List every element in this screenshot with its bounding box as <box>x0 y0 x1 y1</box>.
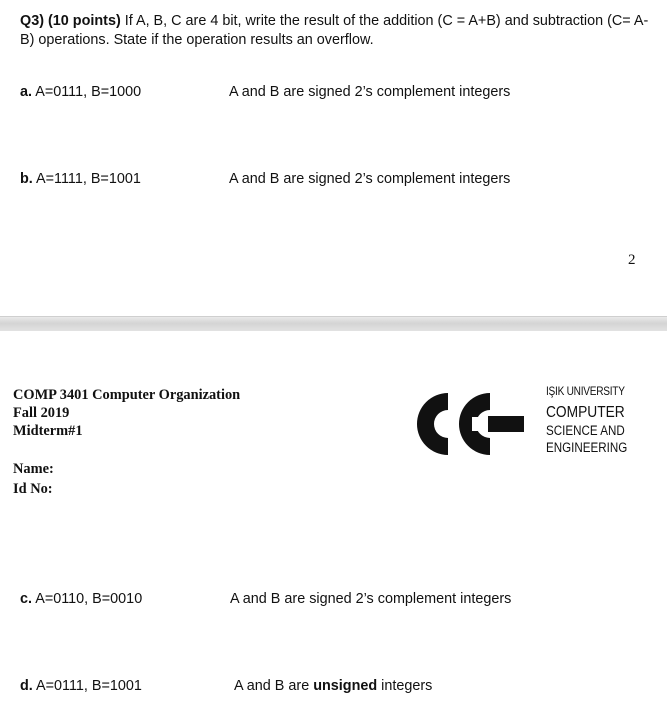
item-b-label: b. <box>20 171 33 187</box>
page-number: 2 <box>628 252 636 268</box>
item-a-values <box>20 83 141 101</box>
university-line3: SCIENCE AND <box>546 423 625 438</box>
question-body: If A, B, C are 4 bit, write the result of the addition (C = A+B) and subtraction (C= A-B) operations. State if the operation results an overflow. <box>20 13 649 48</box>
course-term: Fall 2019 <box>13 405 70 421</box>
question-number: Q3) <box>20 13 44 29</box>
question-text <box>20 12 650 50</box>
university-line1: IŞIK UNIVERSITY <box>546 386 625 398</box>
item-d-operands: A=0111, B=1001 <box>36 678 142 694</box>
item-d-label: d. <box>20 678 33 694</box>
item-a-operands: A=0111, B=1000 <box>35 84 142 100</box>
item-b-description: A and B are signed 2’s complement integers <box>229 171 511 187</box>
course-title: COMP 3401 Computer Organization <box>13 387 241 403</box>
course-header <box>13 386 240 440</box>
name-label: Name: <box>13 461 54 477</box>
item-b-operands: A=1111, B=1001 <box>36 171 141 187</box>
university-name <box>546 385 641 456</box>
item-c-description: A and B are signed 2’s complement integers <box>230 591 512 607</box>
item-b-values <box>20 170 141 188</box>
item-d-values <box>20 677 142 695</box>
id-label: Id No: <box>13 481 53 497</box>
item-d-desc-pre: A and B are <box>234 678 314 694</box>
university-line4: ENGINEERING <box>546 440 628 455</box>
item-a-label: a. <box>20 84 33 100</box>
university-line2: COMPUTER <box>546 404 625 421</box>
question-points: (10 points) <box>48 13 121 29</box>
exam-page-bottom <box>0 331 667 716</box>
item-c-operands: A=0110, B=0010 <box>35 591 143 607</box>
student-fields <box>13 459 54 499</box>
department-logo-icon <box>412 389 524 459</box>
page-separator <box>0 316 667 332</box>
item-d-desc-post: integers <box>377 678 433 694</box>
item-d-desc-bold: unsigned <box>313 678 378 694</box>
item-d-description <box>234 677 432 695</box>
exam-page-top <box>0 0 667 316</box>
item-a-description: A and B are signed 2’s complement integers <box>229 84 511 100</box>
item-c-label: c. <box>20 591 33 607</box>
exam-title: Midterm#1 <box>13 423 83 439</box>
item-c-values <box>20 590 142 608</box>
